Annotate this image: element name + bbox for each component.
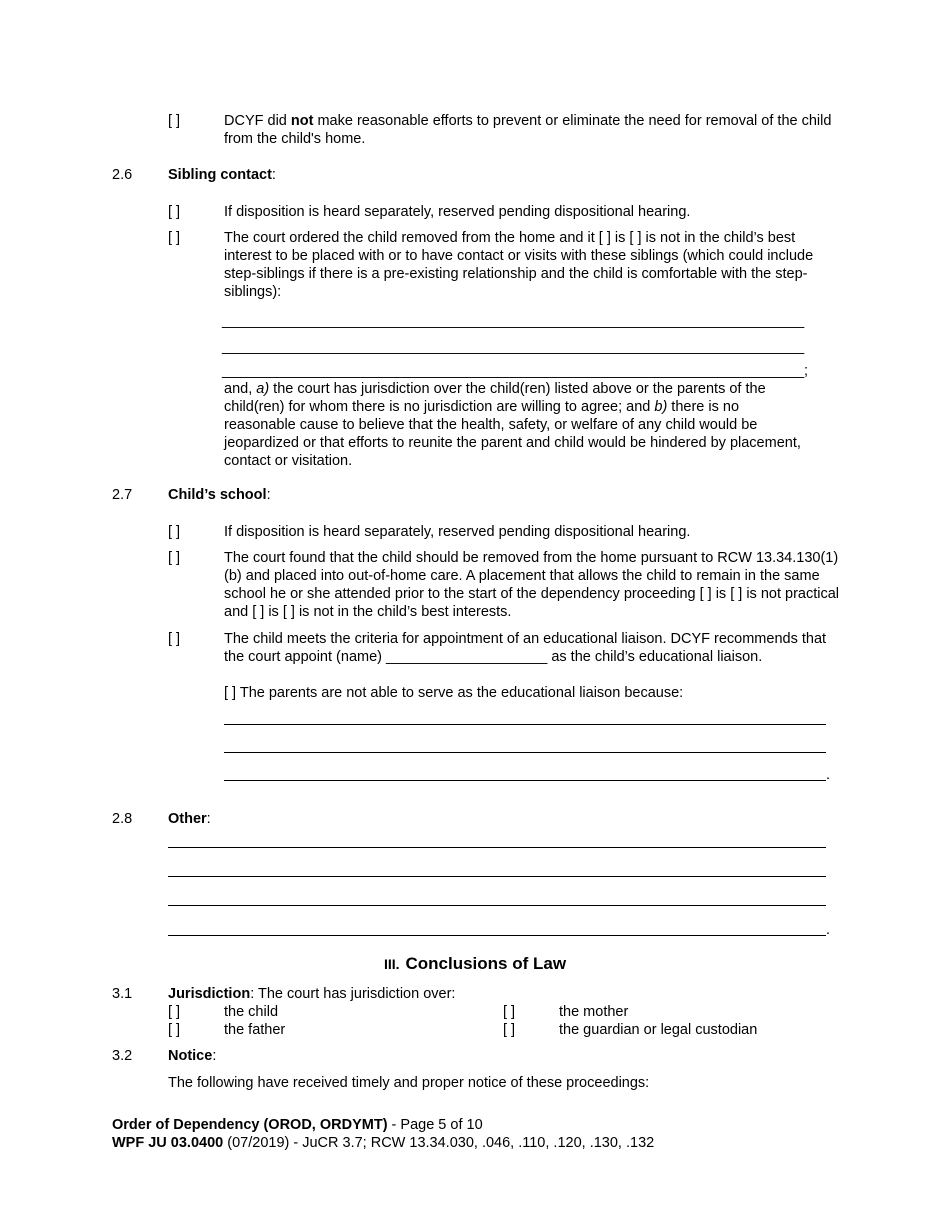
- checkbox-sibling-ordered[interactable]: [ ]: [168, 230, 181, 246]
- sibling-blank-line-1[interactable]: __________________________________________________________________________: [222, 313, 804, 329]
- sibling-blank-line-3[interactable]: __________________________________________________________________________;: [222, 363, 808, 379]
- footer-form-title: Order of Dependency (OROD, ORDYMT): [112, 1117, 388, 1133]
- other-line-1[interactable]: [168, 847, 826, 848]
- section-2-7-colon: :: [266, 487, 271, 503]
- liaison-reason-line-2[interactable]: [224, 752, 826, 753]
- footer-form-code: WPF JU 03.0400: [112, 1135, 224, 1151]
- jurisdiction-guardian-label: the guardian or legal custodian: [559, 1022, 758, 1038]
- section-3-1-title: Jurisdiction: [168, 986, 251, 1002]
- educational-liaison-text: The child meets the criteria for appointment of an educational liaison. DCYF recommends that the court appoint (name) ____________________ as the child’s educational liaison.: [224, 631, 827, 665]
- jurisdiction-father-label: the father: [224, 1022, 286, 1038]
- dcyf-text-b: make reasonable efforts to prevent or eliminate the need for removal of the child from the child's home.: [224, 113, 832, 147]
- checkbox-dcyf-not-reasonable[interactable]: [ ]: [168, 113, 181, 129]
- section-2-8-heading: [168, 810, 211, 828]
- section-2-8-title: Other: [168, 811, 207, 827]
- section-2-6-colon: :: [271, 167, 276, 183]
- section-3-2-heading: [168, 1047, 216, 1065]
- section-3-2-number: 3.2: [112, 1048, 133, 1064]
- checkbox-jurisdiction-mother[interactable]: [ ]: [503, 1004, 516, 1020]
- jurisdiction-child-label: the child: [224, 1004, 279, 1020]
- section-3-2-colon: :: [212, 1048, 217, 1064]
- footer-form-title-line: [112, 1116, 483, 1134]
- other-line-2[interactable]: [168, 876, 826, 877]
- conclusions-of-law-heading: [0, 955, 950, 973]
- section-3-1-rest: : The court has jurisdiction over:: [250, 986, 456, 1002]
- liaison-reason-line-1[interactable]: [224, 724, 826, 725]
- section-3-title: Conclusions of Law: [405, 954, 567, 973]
- other-period: .: [826, 922, 831, 938]
- sibling-reserved-text: If disposition is heard separately, reserved pending dispositional hearing.: [224, 204, 691, 220]
- section-2-7-number: 2.7: [112, 487, 133, 503]
- footer-page: - Page 5 of 10: [387, 1117, 483, 1133]
- checkbox-school-removed[interactable]: [ ]: [168, 550, 181, 566]
- checkbox-jurisdiction-father[interactable]: [ ]: [168, 1022, 181, 1038]
- section-2-7-heading: [168, 486, 271, 504]
- section-3-roman: III.: [383, 956, 400, 972]
- other-line-3[interactable]: [168, 905, 826, 906]
- dcyf-text-bold: not: [290, 113, 314, 129]
- section-3-1-number: 3.1: [112, 986, 133, 1002]
- school-removed-text: The court found that the child should be removed from the home pursuant to RCW 13.34.130(1)(b) and placed into out-of-home care. A placement that allows the child to remain in the same school he or she attended prior to the start of the dependency proceeding [ ] is [ ] is not practical and [ ] is [ ] is not in the child’s best interests.: [224, 550, 840, 620]
- and-pre: and,: [224, 381, 257, 397]
- section-2-6-title: Sibling contact: [168, 167, 272, 183]
- checkbox-educational-liaison[interactable]: [ ]: [168, 631, 181, 647]
- footer-citation: (07/2019) - JuCR 3.7; RCW 13.34.030, .046, .110, .120, .130, .132: [223, 1135, 655, 1151]
- checkbox-jurisdiction-guardian[interactable]: [ ]: [503, 1022, 516, 1038]
- and-post: there is no reasonable cause to believe that the health, safety, or welfare of any child would be jeopardized or that efforts to reunite the parent and child would be hindered by placement, contact or visitation.: [224, 399, 801, 469]
- section-2-8-number: 2.8: [112, 811, 133, 827]
- section-2-8-colon: :: [206, 811, 211, 827]
- jurisdiction-mother-label: the mother: [559, 1004, 629, 1020]
- section-3-1-heading: [168, 985, 455, 1003]
- section-2-6-number: 2.6: [112, 167, 133, 183]
- a-label: a): [256, 381, 270, 397]
- sibling-blank-line-2[interactable]: __________________________________________________________________________: [222, 339, 804, 355]
- section-2-7-title: Child’s school: [168, 487, 267, 503]
- dcyf-text-a: DCYF did: [224, 113, 291, 129]
- notice-text: The following have received timely and proper notice of these proceedings:: [168, 1075, 650, 1091]
- parents-not-able-text[interactable]: [ ] The parents are not able to serve as the educational liaison because:: [224, 685, 684, 701]
- sibling-ordered-text: The court ordered the child removed from the home and it [ ] is [ ] is not in the child’s best interest to be placed with or to have contact or visits with these siblings (which could include step-siblings if there is a pre-existing relationship and the child is comfortable with the step-siblings):: [224, 230, 814, 300]
- section-2-6-heading: [168, 166, 276, 184]
- other-line-4[interactable]: [168, 935, 826, 936]
- checkbox-school-reserved[interactable]: [ ]: [168, 524, 181, 540]
- checkbox-sibling-reserved[interactable]: [ ]: [168, 204, 181, 220]
- section-3-2-title: Notice: [168, 1048, 213, 1064]
- checkbox-jurisdiction-child[interactable]: [ ]: [168, 1004, 181, 1020]
- sibling-jurisdiction-text: [224, 380, 814, 470]
- footer-citation-line: [112, 1134, 654, 1152]
- and-mid: the court has jurisdiction over the child(ren) listed above or the parents of the child(ren) for whom there is no jurisdiction are willing to agree; and: [224, 381, 766, 415]
- liaison-period: .: [826, 767, 831, 783]
- b-label: b): [654, 399, 668, 415]
- school-reserved-text: If disposition is heard separately, reserved pending dispositional hearing.: [224, 524, 691, 540]
- liaison-reason-line-3[interactable]: [224, 780, 826, 781]
- dcyf-efforts-text: [224, 112, 840, 148]
